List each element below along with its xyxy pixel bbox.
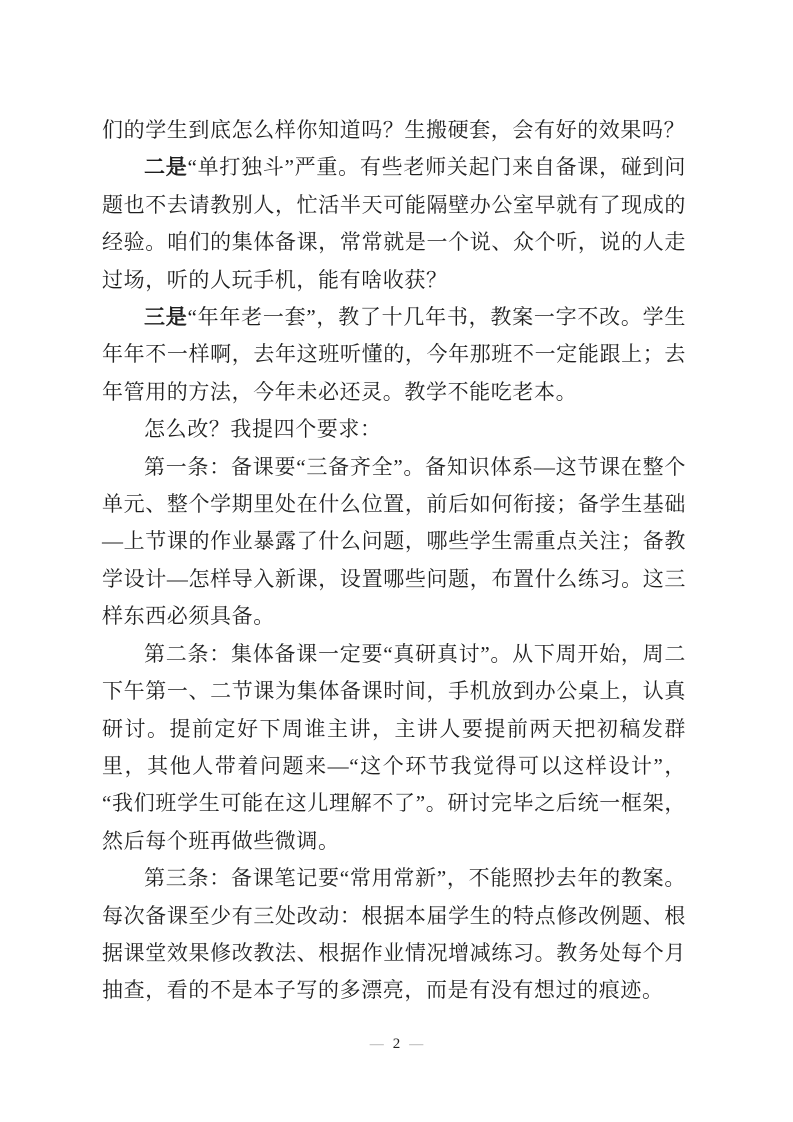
bold-lead: 三是 — [144, 305, 188, 330]
bold-lead: 二是 — [144, 155, 188, 180]
footer-dash-right: — — [409, 1037, 424, 1052]
page-number: 2 — [392, 1036, 401, 1052]
document-body — [102, 112, 686, 1010]
paragraph-continuation: 们的学生到底怎么样你知道吗？生搬硬套，会有好的效果吗？ — [102, 118, 686, 142]
paragraph-question: 怎么改？我提四个要求： — [144, 417, 382, 442]
paragraph-rule-two: 第二条：集体备课一定要“真研真讨”。从下周开始，周二下午第一、二节课为集体备课时间，手机放到办公桌上，认真研讨。提前定好下周谁主讲，主讲人要提前两天把初稿发群里，其他人带着问题来—“这个环节我觉得可以这样设计”，“我们班学生可能在这儿理解不了”。研讨完毕之后统一框架，然后每个班再做些微调。 — [102, 641, 686, 853]
paragraph-rule-one: 第一条：备课要“三备齐全”。备知识体系—这节课在整个单元、整个学期里处在什么位置，前后如何衔接；备学生基础—上节课的作业暴露了什么问题，哪些学生需重点关注；备教学设计—怎样导入新课，设置哪些问题，布置什么练习。这三样东西必须具备。 — [102, 454, 686, 629]
paragraph-text: “年年老一套”，教了十几年书，教案一字不改。学生年年不一样啊，去年这班听懂的，今年那班不一定能跟上；去年管用的方法，今年未必还灵。教学不能吃老本。 — [102, 305, 686, 404]
page-footer — [0, 1033, 793, 1056]
footer-dash-left: — — [369, 1037, 384, 1052]
paragraph-point-three — [102, 299, 686, 411]
paragraph-rule-three: 第三条：备课笔记要“常用常新”，不能照抄去年的教案。每次备课至少有三处改动：根据本届学生的特点修改例题、根据课堂效果修改教法、根据作业情况增减练习。教务处每个月抽查，看的不是本子写的多漂亮，而是有没有想过的痕迹。 — [102, 866, 686, 1003]
paragraph-point-two — [102, 149, 686, 299]
paragraph-text: “单打独斗”严重。有些老师关起门来自备课，碰到问题也不去请教别人，忙活半天可能隔壁办公室早就有了现成的经验。咱们的集体备课，常常就是一个说、众个听，说的人走过场，听的人玩手机，能有啥收获？ — [102, 155, 686, 292]
